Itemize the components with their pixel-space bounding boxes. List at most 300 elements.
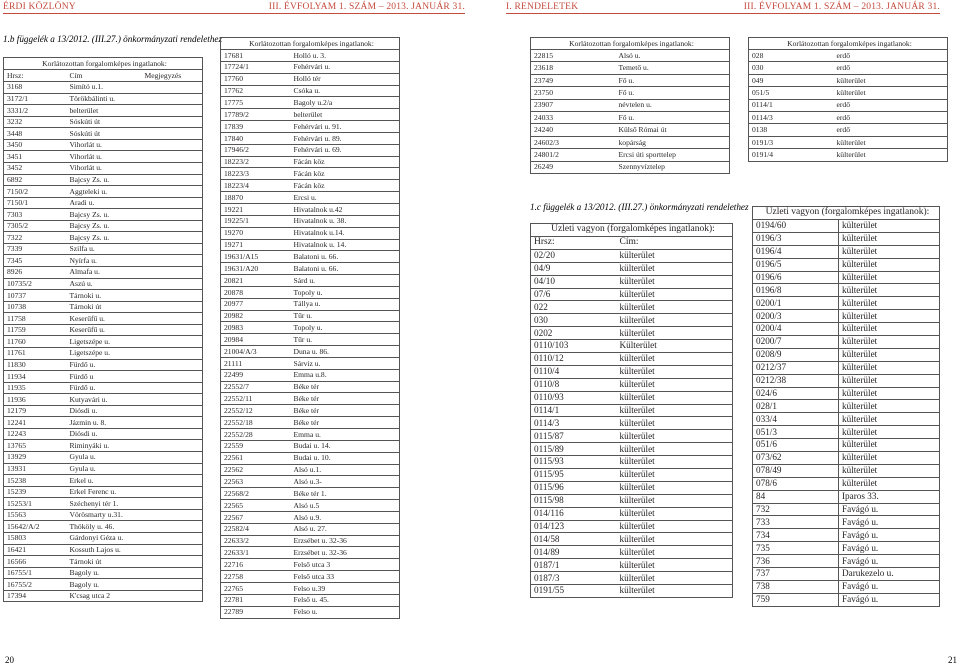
address: Diósdi u. xyxy=(67,428,142,440)
table-row xyxy=(4,347,203,359)
address: erdő xyxy=(834,111,948,123)
parcel-number: 18223/4 xyxy=(221,180,291,192)
parcel-number: 23618 xyxy=(531,62,616,74)
table-row xyxy=(4,417,203,429)
parcel-number: 22815 xyxy=(531,50,616,62)
parcel-number: 049 xyxy=(749,74,834,86)
address: Fácán köz xyxy=(291,180,400,192)
parcel-number: 0115/89 xyxy=(531,443,617,456)
parcel-number: 22561 xyxy=(221,452,291,464)
table-row xyxy=(753,490,940,503)
address: külterület xyxy=(617,288,733,301)
table-row xyxy=(531,469,733,482)
annex-b-heading: 1.b függelék a 13/2012. (III.27.) önkormányzati rendelethez xyxy=(3,34,223,44)
address: külterület xyxy=(617,469,733,482)
table-row xyxy=(4,82,203,94)
column-header-hrsz: Hrsz: xyxy=(4,70,67,82)
address: Favágó u. xyxy=(839,542,940,555)
address: kopárság xyxy=(616,136,730,148)
table-row xyxy=(531,456,733,469)
parcel-number: 16566 xyxy=(4,556,67,568)
address: külterület xyxy=(839,439,940,452)
parcel-number: 0200/7 xyxy=(753,336,839,349)
address: erdő xyxy=(834,99,948,111)
address: Tűr u. xyxy=(291,310,400,322)
table-row xyxy=(4,313,203,325)
parcel-number: 12243 xyxy=(4,428,67,440)
remark xyxy=(142,382,203,394)
table-row xyxy=(4,544,203,556)
table-row xyxy=(531,327,733,340)
address: Favágó u. xyxy=(839,503,940,516)
address: Keserűfű u. xyxy=(67,324,142,336)
address: Ligetszépe u. xyxy=(67,336,142,348)
table-title: Üzleti vagyon (forgalomképes ingatlanok): xyxy=(753,207,940,220)
parcel-number: 11759 xyxy=(4,324,67,336)
parcel-number: 22582/4 xyxy=(221,523,291,535)
table-row xyxy=(4,128,203,140)
table-row xyxy=(4,301,203,313)
remark xyxy=(142,544,203,556)
address: külterület xyxy=(617,249,733,262)
address: Széchenyi tér 1. xyxy=(67,498,142,510)
parcel-number: 24602/3 xyxy=(531,136,616,148)
address: Fehérvári u. xyxy=(291,61,400,73)
table-row xyxy=(221,109,400,121)
table-row xyxy=(221,85,400,97)
address: Tárnoki u. xyxy=(67,290,142,302)
table-row xyxy=(4,521,203,533)
table-row xyxy=(221,251,400,263)
restricted-properties-table-2 xyxy=(220,37,400,619)
parcel-number: 22562 xyxy=(221,464,291,476)
parcel-number: 0196/4 xyxy=(753,245,839,258)
parcel-number: 20982 xyxy=(221,310,291,322)
parcel-number: 20984 xyxy=(221,334,291,346)
table-row xyxy=(4,532,203,544)
address: Felső utca 3 xyxy=(291,559,400,571)
restricted-properties-table-1 xyxy=(3,57,203,602)
address: külterület xyxy=(617,430,733,443)
parcel-number: 07/6 xyxy=(531,288,617,301)
parcel-number: 0110/12 xyxy=(531,353,617,366)
address: Topoly u. xyxy=(291,322,400,334)
address: külterület xyxy=(839,284,940,297)
parcel-number: 3168 xyxy=(4,82,67,94)
remark xyxy=(142,440,203,452)
parcel-number: 10737 xyxy=(4,290,67,302)
table-row xyxy=(753,464,940,477)
table-row xyxy=(221,192,400,204)
address: Vihorlát u. xyxy=(67,162,142,174)
address: külterület xyxy=(834,149,948,161)
address: Felső utca 33 xyxy=(291,571,400,583)
table-row xyxy=(4,278,203,290)
table-row xyxy=(531,404,733,417)
address: erdő xyxy=(834,50,948,62)
parcel-number: 22559 xyxy=(221,440,291,452)
parcel-number: 8926 xyxy=(4,267,67,279)
remark xyxy=(142,313,203,325)
table-row xyxy=(531,430,733,443)
parcel-number: 17839 xyxy=(221,121,291,133)
parcel-number: 11936 xyxy=(4,394,67,406)
remark xyxy=(142,105,203,117)
table-row xyxy=(4,290,203,302)
address: Hivatalnok u. 38. xyxy=(291,215,400,227)
table-row xyxy=(4,162,203,174)
parcel-number: 18223/3 xyxy=(221,168,291,180)
parcel-number: 051/6 xyxy=(753,439,839,452)
table-row xyxy=(4,267,203,279)
parcel-number: 3331/2 xyxy=(4,105,67,117)
parcel-number: 19631/A15 xyxy=(221,251,291,263)
parcel-number: 22552/28 xyxy=(221,429,291,441)
address: Sóskúti út xyxy=(67,128,142,140)
parcel-number: 21111 xyxy=(221,357,291,369)
table-row xyxy=(753,245,940,258)
address: Fürdő u. xyxy=(67,359,142,371)
address: Tárnoki út xyxy=(67,301,142,313)
table-row xyxy=(4,475,203,487)
table-row xyxy=(221,121,400,133)
parcel-number: 17760 xyxy=(221,73,291,85)
remark xyxy=(142,498,203,510)
parcel-number: 22633/2 xyxy=(221,535,291,547)
remark xyxy=(142,371,203,383)
remark xyxy=(142,232,203,244)
section-name: I. RENDELETEK xyxy=(506,1,579,12)
remark xyxy=(142,486,203,498)
parcel-number: 19631/A20 xyxy=(221,263,291,275)
table-row xyxy=(221,215,400,227)
table-row xyxy=(4,220,203,232)
column-header-cim: Cím: xyxy=(617,237,733,250)
table-row xyxy=(4,139,203,151)
address: külterület xyxy=(839,323,940,336)
parcel-number: 22781 xyxy=(221,594,291,606)
table-row xyxy=(4,93,203,105)
parcel-number: 15253/1 xyxy=(4,498,67,510)
parcel-number: 17681 xyxy=(221,50,291,62)
table-row xyxy=(531,301,733,314)
address: külterület xyxy=(617,301,733,314)
address: külterület xyxy=(617,572,733,585)
parcel-number: 014/123 xyxy=(531,520,617,533)
table-row xyxy=(531,417,733,430)
address: Fehérvári u. 69. xyxy=(291,144,400,156)
address: Fürdő u. xyxy=(67,382,142,394)
table-title: Üzleti vagyon (forgalomképes ingatlanok): xyxy=(531,224,733,237)
parcel-number: 7150/2 xyxy=(4,186,67,198)
table-row xyxy=(4,452,203,464)
parcel-number: 20977 xyxy=(221,298,291,310)
address: külterület xyxy=(617,404,733,417)
table-row xyxy=(221,227,400,239)
address: Bagoly u.2/a xyxy=(291,97,400,109)
address: K'csag utca 2 xyxy=(67,590,142,602)
restricted-properties-table-4 xyxy=(748,37,948,162)
table-row xyxy=(4,509,203,521)
remark xyxy=(142,139,203,151)
parcel-number: 10735/2 xyxy=(4,278,67,290)
table-row xyxy=(4,579,203,591)
table-row xyxy=(531,353,733,366)
table-row xyxy=(221,275,400,287)
parcel-number: 3450 xyxy=(4,139,67,151)
address: Erkel u. xyxy=(67,475,142,487)
address: külterület xyxy=(839,413,940,426)
address: külterület xyxy=(617,327,733,340)
parcel-number: 0110/4 xyxy=(531,365,617,378)
table-row xyxy=(753,361,940,374)
table-row xyxy=(753,426,940,439)
address: Bajcsy Zs. u. xyxy=(67,174,142,186)
address: Erzsébet u. 32-36 xyxy=(291,535,400,547)
remark xyxy=(142,209,203,221)
table-row xyxy=(4,440,203,452)
table-row xyxy=(221,61,400,73)
table-row xyxy=(531,572,733,585)
table-row xyxy=(531,314,733,327)
parcel-number: 24240 xyxy=(531,124,616,136)
address: külterület xyxy=(839,297,940,310)
address: Alsó u.3- xyxy=(291,476,400,488)
table-row xyxy=(221,239,400,251)
remark xyxy=(142,174,203,186)
parcel-number: 022 xyxy=(531,301,617,314)
parcel-number: 17789/2 xyxy=(221,109,291,121)
table-row xyxy=(221,452,400,464)
table-row xyxy=(4,174,203,186)
remark xyxy=(142,463,203,475)
table-row xyxy=(531,87,730,99)
table-row xyxy=(753,284,940,297)
parcel-number: 051/3 xyxy=(753,426,839,439)
parcel-number: 04/9 xyxy=(531,262,617,275)
table-row xyxy=(753,374,940,387)
table-row xyxy=(4,232,203,244)
parcel-number: 3172/1 xyxy=(4,93,67,105)
parcel-number: 0114/1 xyxy=(749,99,834,111)
table-row xyxy=(749,62,948,74)
parcel-number: 0200/3 xyxy=(753,310,839,323)
parcel-number: 18870 xyxy=(221,192,291,204)
address: Felso u. xyxy=(291,606,400,618)
table-row xyxy=(531,149,730,161)
parcel-number: 033/4 xyxy=(753,413,839,426)
parcel-number: 0196/6 xyxy=(753,271,839,284)
parcel-number: 078/6 xyxy=(753,477,839,490)
remark xyxy=(142,359,203,371)
parcel-number: 0115/93 xyxy=(531,456,617,469)
table-row xyxy=(753,310,940,323)
address: Emma u.8. xyxy=(291,369,400,381)
address: külterület xyxy=(617,353,733,366)
parcel-number: 0110/103 xyxy=(531,340,617,353)
table-row xyxy=(221,594,400,606)
table-row xyxy=(531,481,733,494)
address: külterület xyxy=(839,374,940,387)
address: Favágó u. xyxy=(839,516,940,529)
table-row xyxy=(531,391,733,404)
address: Bajcsy Zs. u. xyxy=(67,232,142,244)
journal-name: ÉRDI KÖZLÖNY xyxy=(3,1,76,12)
parcel-number: 19270 xyxy=(221,227,291,239)
parcel-number: 0196/8 xyxy=(753,284,839,297)
address: Fácán köz xyxy=(291,156,400,168)
parcel-number: 3232 xyxy=(4,116,67,128)
remark xyxy=(142,128,203,140)
address: Sóskúti út xyxy=(67,116,142,128)
table-row xyxy=(749,99,948,111)
address: külterület xyxy=(839,258,940,271)
address: Kossuth Lajos u. xyxy=(67,544,142,556)
parcel-number: 0191/3 xyxy=(749,136,834,148)
address: Favágó u. xyxy=(839,580,940,593)
table-row xyxy=(531,161,730,173)
table-row xyxy=(221,488,400,500)
parcel-number: 0194/60 xyxy=(753,220,839,233)
table-row xyxy=(753,542,940,555)
column-header-cim: Cím xyxy=(67,70,142,82)
parcel-number: 13765 xyxy=(4,440,67,452)
table-row xyxy=(221,144,400,156)
parcel-number: 16755/1 xyxy=(4,567,67,579)
table-row xyxy=(531,559,733,572)
parcel-number: 6892 xyxy=(4,174,67,186)
address: Darukezelo u. xyxy=(839,568,940,581)
address: Gyula u. xyxy=(67,463,142,475)
table-row xyxy=(221,393,400,405)
parcel-number: 738 xyxy=(753,580,839,593)
address: külterület xyxy=(617,585,733,598)
table-row xyxy=(753,258,940,271)
parcel-number: 22552/7 xyxy=(221,381,291,393)
parcel-number: 20878 xyxy=(221,286,291,298)
address: Balatoni u. 66. xyxy=(291,263,400,275)
table-row xyxy=(221,286,400,298)
address: Törökbálinti u. xyxy=(67,93,142,105)
address: Alsó u. 27. xyxy=(291,523,400,535)
table-row xyxy=(531,378,733,391)
table-row xyxy=(4,405,203,417)
address: külterület xyxy=(617,481,733,494)
address: Almafa u. xyxy=(67,267,142,279)
parcel-number: 073/62 xyxy=(753,452,839,465)
parcel-number: 20983 xyxy=(221,322,291,334)
address: Budai u. 14. xyxy=(291,440,400,452)
address: Simító u.1. xyxy=(67,82,142,94)
right-page xyxy=(480,0,960,668)
parcel-number: 0191/55 xyxy=(531,585,617,598)
address: Fő u. xyxy=(616,87,730,99)
parcel-number: 22716 xyxy=(221,559,291,571)
address: Tárnoki út xyxy=(67,556,142,568)
address: Balatoni u. 66. xyxy=(291,251,400,263)
parcel-number: 19221 xyxy=(221,203,291,215)
address: külterület xyxy=(839,336,940,349)
address: Bagoly u. xyxy=(67,567,142,579)
table-row xyxy=(4,197,203,209)
remark xyxy=(142,590,203,602)
address: Aggteleki u. xyxy=(67,186,142,198)
parcel-number: 22552/12 xyxy=(221,405,291,417)
parcel-number: 17762 xyxy=(221,85,291,97)
table-row xyxy=(753,516,940,529)
parcel-number: 15238 xyxy=(4,475,67,487)
table-row xyxy=(221,180,400,192)
parcel-number: 13931 xyxy=(4,463,67,475)
parcel-number: 0115/98 xyxy=(531,494,617,507)
address: Béke tér xyxy=(291,393,400,405)
parcel-number: 11934 xyxy=(4,371,67,383)
parcel-number: 22552/11 xyxy=(221,393,291,405)
table-row xyxy=(4,463,203,475)
parcel-number: 0138 xyxy=(749,124,834,136)
table-row xyxy=(221,511,400,523)
address: Szilfa u. xyxy=(67,243,142,255)
table-row xyxy=(4,394,203,406)
table-row xyxy=(221,535,400,547)
remark xyxy=(142,186,203,198)
address: Holló u. 3. xyxy=(291,50,400,62)
table-row xyxy=(4,590,203,602)
address: Hivatalnok u.14. xyxy=(291,227,400,239)
parcel-number: 22765 xyxy=(221,582,291,594)
parcel-number: 0115/96 xyxy=(531,481,617,494)
address: Erkel Ferenc u. xyxy=(67,486,142,498)
table-row xyxy=(753,323,940,336)
address: külterület xyxy=(617,456,733,469)
address: Felső u. 45. xyxy=(291,594,400,606)
address: külterület xyxy=(617,262,733,275)
parcel-number: 078/49 xyxy=(753,464,839,477)
parcel-number: 3452 xyxy=(4,162,67,174)
remark xyxy=(142,151,203,163)
parcel-number: 028/1 xyxy=(753,400,839,413)
column-header-hrsz: Hrsz: xyxy=(531,237,617,250)
address: külterület xyxy=(617,443,733,456)
parcel-number: 23907 xyxy=(531,99,616,111)
table-row xyxy=(4,151,203,163)
table-row xyxy=(753,348,940,361)
table-row xyxy=(4,556,203,568)
address: külterület xyxy=(617,417,733,430)
table-row xyxy=(4,209,203,221)
address: külterület xyxy=(839,220,940,233)
table-row xyxy=(753,529,940,542)
address: Aszú u. xyxy=(67,278,142,290)
parcel-number: 736 xyxy=(753,555,839,568)
parcel-number: 18223/2 xyxy=(221,156,291,168)
parcel-number: 23750 xyxy=(531,87,616,99)
table-row xyxy=(221,298,400,310)
table-row xyxy=(4,105,203,117)
table-row xyxy=(531,546,733,559)
address: Alsó u. xyxy=(616,50,730,62)
parcel-number: 014/89 xyxy=(531,546,617,559)
address: Csóka u. xyxy=(291,85,400,97)
table-row xyxy=(221,203,400,215)
address: Bajcsy Zs. u. xyxy=(67,220,142,232)
table-row xyxy=(753,271,940,284)
table-row xyxy=(221,559,400,571)
address: Szennyvíztelep xyxy=(616,161,730,173)
table-row xyxy=(221,156,400,168)
address: külterület xyxy=(839,271,940,284)
address: Duna u. 86. xyxy=(291,346,400,358)
